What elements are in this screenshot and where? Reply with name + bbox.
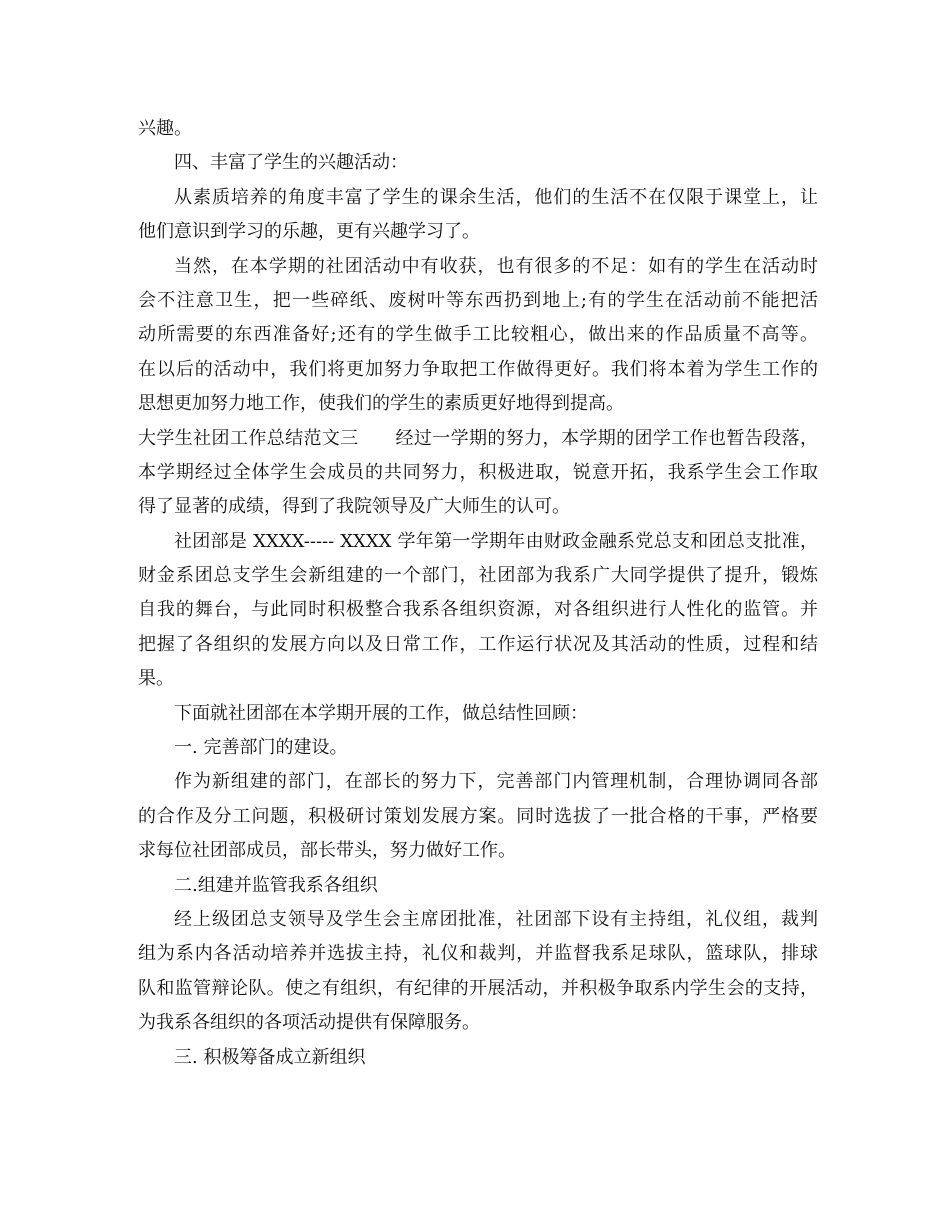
- text-line: 二.组建并监管我系各组织: [174, 874, 378, 896]
- text-line: 兴趣。: [138, 118, 192, 139]
- text-line: 的合作及分工问题，积极研讨策划发展方案。同时选拔了一批合格的干事，严格要: [138, 805, 818, 827]
- text-line: 自我的舞台，与此同时积极整合我系各组织资源，对各组织进行人性化的监管。并: [138, 599, 818, 621]
- text-line: 财金系团总支学生会新组建的一个部门，社团部为我系广大同学提供了提升，锻炼: [138, 565, 818, 587]
- text-line: 社团部是 XXXX----- XXXX 学年第一学期年由财政金融系党总支和团总支批准，: [174, 530, 818, 552]
- text-line: 思想更加努力地工作，使我们的学生的素质更好地得到提高。: [138, 393, 624, 415]
- text-line: 经上级团总支领导及学生会主席团批准，社团部下设有主持组，礼仪组，裁判: [174, 908, 818, 930]
- text-line: 把握了各组织的发展方向以及日常工作，工作运行状况及其活动的性质，过程和结: [138, 633, 818, 655]
- text-line: 为我系各组织的各项活动提供有保障服务。: [138, 1012, 480, 1034]
- text-line: 果。: [138, 668, 174, 690]
- text-line: 当然，在本学期的社团活动中有收获，也有很多的不足：如有的学生在活动时: [174, 255, 818, 277]
- text-line: 队和监管辩论队。使之有组织，有纪律的开展活动，并积极争取系内学生会的支持，: [138, 977, 818, 999]
- text-line: 三. 积极筹备成立新组织: [174, 1046, 366, 1068]
- text-line: 从素质培养的角度丰富了学生的课余生活，他们的生活不在仅限于课堂上，让: [174, 186, 818, 208]
- text-line: 在以后的活动中，我们将更加努力争取把工作做得更好。我们将本着为学生工作的: [138, 358, 818, 380]
- text-line: 四、丰富了学生的兴趣活动：: [174, 152, 408, 174]
- text-line: 得了显著的成绩，得到了我院领导及广大师生的认可。: [138, 496, 570, 518]
- text-line: 下面就社团部在本学期开展的工作，做总结性回顾：: [174, 702, 588, 724]
- text-line: 求每位社团部成员，部长带头，努力做好工作。: [138, 840, 516, 862]
- text-line: 大学生社团工作总结范文三 经过一学期的努力，本学期的团学工作也暂告段落，: [138, 427, 818, 449]
- text-line: 动所需要的东西准备好;还有的学生做手工比较粗心，做出来的作品质量不高等。: [138, 324, 818, 346]
- text-line: 一. 完善部门的建设。: [174, 737, 348, 759]
- text-line: 他们意识到学习的乐趣，更有兴趣学习了。: [138, 221, 480, 243]
- text-line: 会不注意卫生，把一些碎纸、废树叶等东西扔到地上;有的学生在活动前不能把活: [138, 289, 818, 311]
- text-line: 组为系内各活动培养并选拔主持，礼仪和裁判，并监督我系足球队，篮球队，排球: [138, 943, 818, 965]
- document-body: [138, 112, 818, 1075]
- text-line: 作为新组建的部门，在部长的努力下，完善部门内管理机制，合理协调同各部: [174, 771, 818, 793]
- text-line: 本学期经过全体学生会成员的共同努力，积极进取，锐意开拓，我系学生会工作取: [138, 461, 818, 483]
